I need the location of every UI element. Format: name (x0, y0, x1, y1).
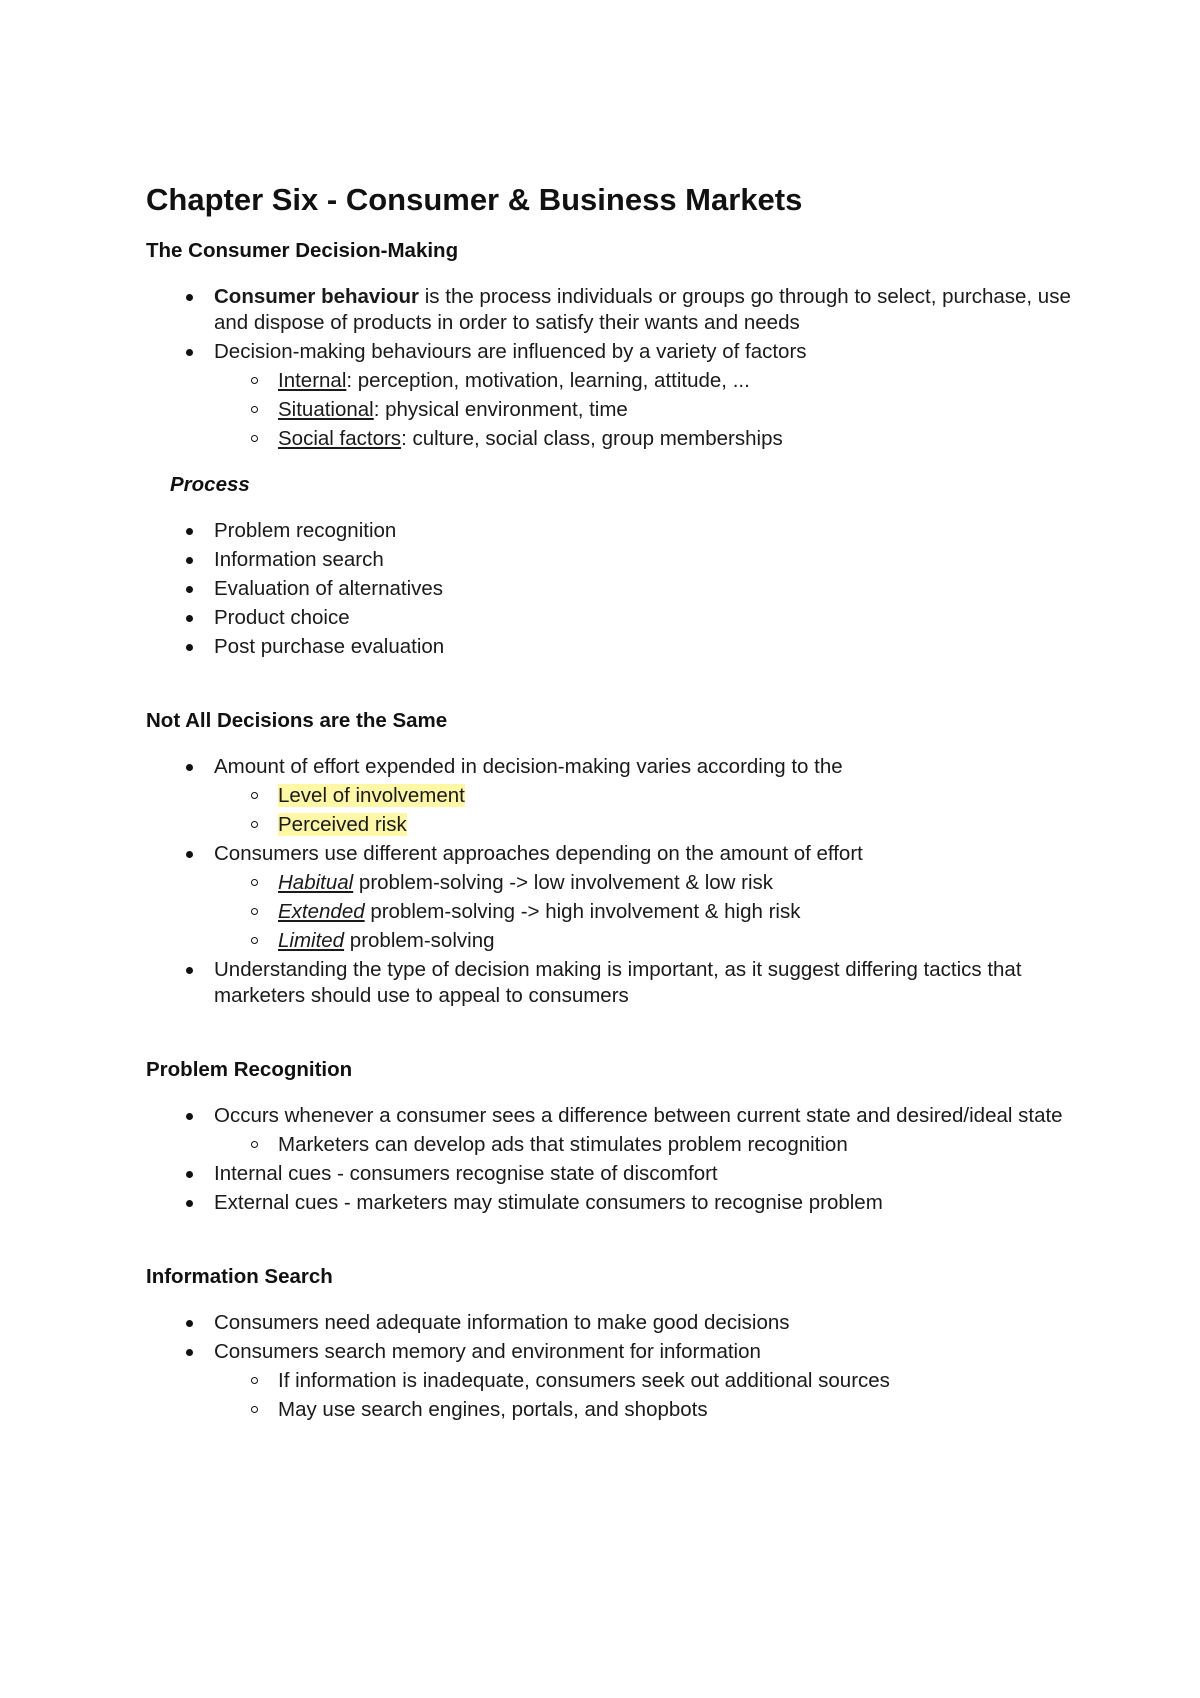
sub-bullet-list (214, 368, 1076, 452)
list-item: Product choice (146, 605, 1076, 631)
bullet-list (146, 1310, 1076, 1423)
list-item (146, 754, 1076, 838)
list-item-text: Consumers use different approaches depending on the amount of effort (214, 842, 863, 865)
highlighted-text: Perceived risk (278, 813, 407, 836)
underlined-term: Social factors (278, 427, 402, 450)
list-item: Internal cues - consumers recognise state of discomfort (146, 1161, 1076, 1187)
list-item (146, 339, 1076, 452)
sub-list-item: May use search engines, portals, and shopbots (214, 1397, 1076, 1423)
list-item (146, 1339, 1076, 1423)
list-item (146, 284, 1076, 336)
sub-list-item-text: : perception, motivation, learning, attitude, ... (346, 369, 750, 392)
sub-list-item (214, 812, 1076, 838)
list-item: Information search (146, 547, 1076, 573)
section-heading-problem-recognition: Problem Recognition (146, 1058, 353, 1081)
list-item-text: Occurs whenever a consumer sees a difference between current state and desired/ideal state (214, 1104, 1063, 1127)
list-item: Evaluation of alternatives (146, 576, 1076, 602)
document-page (146, 180, 1076, 1423)
list-item (146, 841, 1076, 954)
sub-list-item (214, 397, 1076, 423)
sub-list-item (214, 928, 1076, 954)
list-item-text: Consumers search memory and environment for information (214, 1340, 761, 1363)
sub-list-item (214, 426, 1076, 452)
sub-list-item-text: problem-solving (344, 929, 495, 952)
list-item: Consumers need adequate information to make good decisions (146, 1310, 1076, 1336)
sub-list-item (214, 870, 1076, 896)
italic-underlined-term: Extended (278, 900, 365, 923)
sub-list-item-text: : physical environment, time (373, 398, 628, 421)
sub-bullet-list (214, 783, 1076, 838)
sub-list-item (214, 368, 1076, 394)
underlined-term: Internal (278, 369, 347, 392)
page-title: Chapter Six - Consumer & Business Markets (146, 182, 803, 217)
list-item-text: Amount of effort expended in decision-making varies according to the (214, 755, 843, 778)
list-item-text: is the process individuals or groups go through to select, purchase, use and dispose of products in order to satisfy their wants and needs (214, 285, 1071, 334)
bullet-list (146, 1103, 1076, 1216)
bold-term: Consumer behaviour (214, 285, 420, 308)
sub-list-item (214, 783, 1076, 809)
bullet-list (146, 754, 1076, 1009)
list-item-text: Decision-making behaviours are influenced by a variety of factors (214, 340, 807, 363)
section-heading-consumer-decision-making: The Consumer Decision-Making (146, 239, 459, 262)
underlined-term: Situational (278, 398, 374, 421)
subheading-process: Process (170, 473, 250, 496)
section-heading-not-all-decisions: Not All Decisions are the Same (146, 709, 448, 732)
sub-bullet-list (214, 1368, 1076, 1423)
sub-bullet-list (214, 870, 1076, 954)
bullet-list (146, 284, 1076, 452)
sub-list-item (214, 899, 1076, 925)
italic-underlined-term: Habitual (278, 871, 354, 894)
list-item: Problem recognition (146, 518, 1076, 544)
sub-list-item-text: problem-solving -> low involvement & low risk (353, 871, 774, 894)
sub-list-item: Marketers can develop ads that stimulates problem recognition (214, 1132, 1076, 1158)
highlighted-text: Level of involvement (278, 784, 465, 807)
list-item: Post purchase evaluation (146, 634, 1076, 660)
italic-underlined-term: Limited (278, 929, 345, 952)
list-item (146, 1103, 1076, 1158)
process-list (146, 518, 1076, 660)
list-item: Understanding the type of decision making is important, as it suggest differing tactics that marketers should use to appeal to consumers (146, 957, 1076, 1009)
section-heading-information-search: Information Search (146, 1265, 333, 1288)
sub-list-item: If information is inadequate, consumers seek out additional sources (214, 1368, 1076, 1394)
sub-bullet-list (214, 1132, 1076, 1158)
list-item: External cues - marketers may stimulate consumers to recognise problem (146, 1190, 1076, 1216)
sub-list-item-text: : culture, social class, group memberships (401, 427, 783, 450)
sub-list-item-text: problem-solving -> high involvement & high risk (364, 900, 801, 923)
